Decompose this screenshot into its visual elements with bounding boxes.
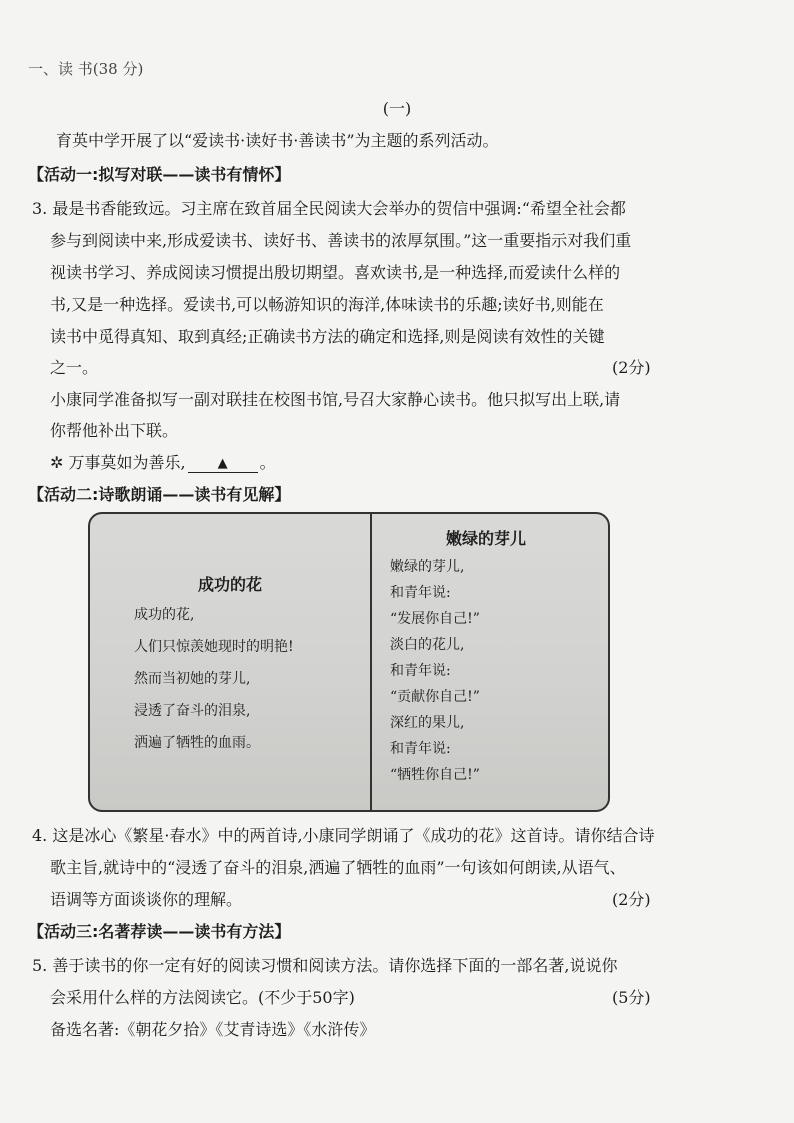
- couplet-suffix: 。: [259, 453, 276, 472]
- book-options: 备选名著:《朝花夕拾》《艾青诗选》《水浒传》: [50, 1020, 376, 1039]
- q5-line-2: 会采用什么样的方法阅读它。(不少于50字): [50, 988, 355, 1007]
- activity-1-heading: 【活动一:拟写对联——读书有情怀】: [28, 165, 291, 184]
- poem-right-line: 和青年说:: [390, 663, 451, 679]
- poem-left-line: 洒遍了牺牲的血雨。: [134, 735, 260, 751]
- q4-line-1: 4. 这是冰心《繁星·春水》中的两首诗,小康同学朗诵了《成功的花》这首诗。请你结合诗: [32, 826, 655, 845]
- q3-line-4: 书,又是一种选择。爱读书,可以畅游知识的海洋,体味读书的乐趣;读好书,则能在: [50, 295, 604, 314]
- q5-line-1: 5. 善于读书的你一定有好的阅读习惯和阅读方法。请你选择下面的一部名著,说说你: [32, 956, 618, 975]
- q3-line-1: 3. 最是书香能致远。习主席在致首届全民阅读大会举办的贺信中强调:“希望全社会都: [32, 199, 626, 218]
- q3-task-line-1: 小康同学准备拟写一副对联挂在校图书馆,号召大家静心读书。他只拟写出上联,请: [50, 390, 621, 409]
- q5-points: (5分): [612, 988, 651, 1007]
- poem-left-title: 成功的花: [198, 575, 263, 594]
- poem-right-line: “贡献你自己!”: [390, 689, 480, 705]
- q3-line-5: 读书中觅得真知、取到真经;正确读书方法的确定和选择,则是阅读有效性的关键: [50, 327, 605, 346]
- q4-points: (2分): [612, 890, 651, 909]
- poem-right-line: 和青年说:: [390, 741, 451, 757]
- poem-right-line: 嫩绿的芽儿,: [390, 559, 465, 575]
- poem-left-line: 成功的花,: [134, 607, 195, 623]
- intro-text: 育英中学开展了以“爱读书·读好书·善读书”为主题的系列活动。: [56, 131, 499, 150]
- poem-right-line: 淡白的花儿,: [390, 637, 465, 653]
- poem-right-line: “牺牲你自己!”: [390, 767, 480, 783]
- q3-line-3: 视读书学习、养成阅读习惯提出殷切期望。喜欢读书,是一种选择,而爱读什么样的: [50, 263, 621, 282]
- activity-2-heading: 【活动二:诗歌朗诵——读书有见解】: [28, 485, 291, 504]
- triangle-icon: ▲: [217, 456, 228, 471]
- poem-right-line: 深红的果儿,: [390, 715, 465, 731]
- q3-line-6: 之一。: [50, 358, 99, 377]
- poem-success-flower: [134, 572, 294, 765]
- poem-right-title: 嫩绿的芽儿: [446, 529, 527, 548]
- poem-card: [88, 512, 610, 812]
- poem-left-line: 人们只惊羡她现时的明艳!: [134, 639, 294, 655]
- q3-line-2: 参与到阅读中来,形成爱读书、读好书、善读书的浓厚氛围。”这一重要指示对我们重: [50, 231, 632, 250]
- poem-left-line: 浸透了奋斗的泪泉,: [134, 703, 251, 719]
- section-header-cut: 一、读 书(38 分): [28, 60, 144, 78]
- poem-right-line: 和青年说:: [390, 585, 451, 601]
- activity-3-heading: 【活动三:名著荐读——读书有方法】: [28, 922, 291, 941]
- couplet-prefix: ✲ 万事莫如为善乐,: [50, 453, 186, 472]
- section-title: (一): [382, 99, 412, 118]
- poem-left-line: 然而当初她的芽儿,: [134, 671, 251, 687]
- q3-points: (2分): [612, 358, 651, 377]
- answer-blank[interactable]: [188, 453, 258, 473]
- q4-line-2: 歌主旨,就诗中的“浸透了奋斗的泪泉,洒遍了牺牲的血雨”一句该如何朗读,从语气、: [50, 858, 626, 877]
- q3-task-line-2: 你帮他补出下联。: [50, 421, 179, 440]
- poem-right-line: “发展你自己!”: [390, 611, 480, 627]
- poem-divider: [370, 514, 372, 810]
- couplet-line: [50, 450, 276, 473]
- poem-green-bud: [390, 526, 526, 791]
- q4-line-3: 语调等方面谈谈你的理解。: [50, 890, 243, 909]
